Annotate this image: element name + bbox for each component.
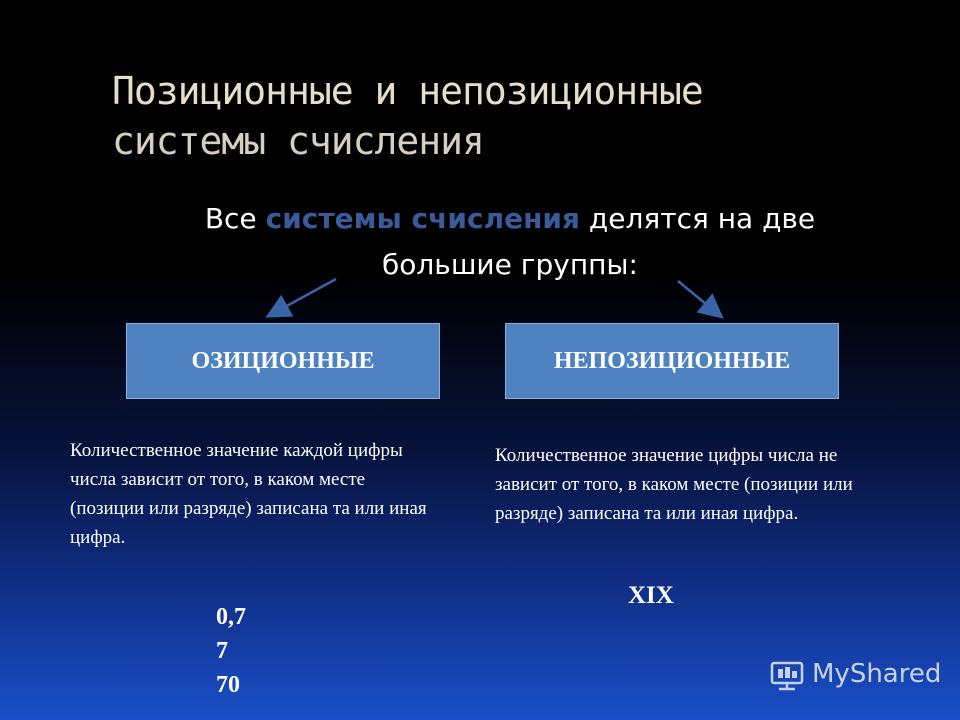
- positional-box: ОЗИЦИОННЫЕ: [126, 323, 440, 399]
- example-item: 7: [216, 638, 228, 664]
- positional-examples: [216, 600, 246, 702]
- title-line-2: системы счисления: [112, 119, 484, 163]
- positional-description: Количественное значение каждой цифры числа зависит от того, в каком месте (позиции или разряде) записана та или иная цифра.: [70, 440, 427, 548]
- slide-title: [112, 66, 872, 166]
- myshared-logo: [768, 652, 941, 696]
- example-item: 0,7: [216, 604, 246, 630]
- myshared-logo-icon: [768, 655, 806, 693]
- logo-text: MyShared: [812, 659, 942, 689]
- roman-example: XIX: [628, 582, 674, 609]
- intro-highlight: системы счисления: [265, 202, 581, 235]
- intro-line-1: [130, 196, 890, 242]
- intro-text: [130, 196, 890, 288]
- intro-line-2: большие группы:: [382, 248, 638, 281]
- title-line-1: Позиционные и непозиционные: [112, 69, 703, 113]
- nonpositional-box: НЕПОЗИЦИОННЫЕ: [505, 323, 839, 399]
- example-item: 70: [216, 672, 240, 698]
- intro-before: Все: [204, 202, 266, 235]
- nonpositional-description: Количественное значение цифры числа не зависит от того, в каком месте (позиции или разряде) записана та или иная цифра.: [495, 445, 853, 524]
- intro-after: делятся на две: [580, 202, 816, 235]
